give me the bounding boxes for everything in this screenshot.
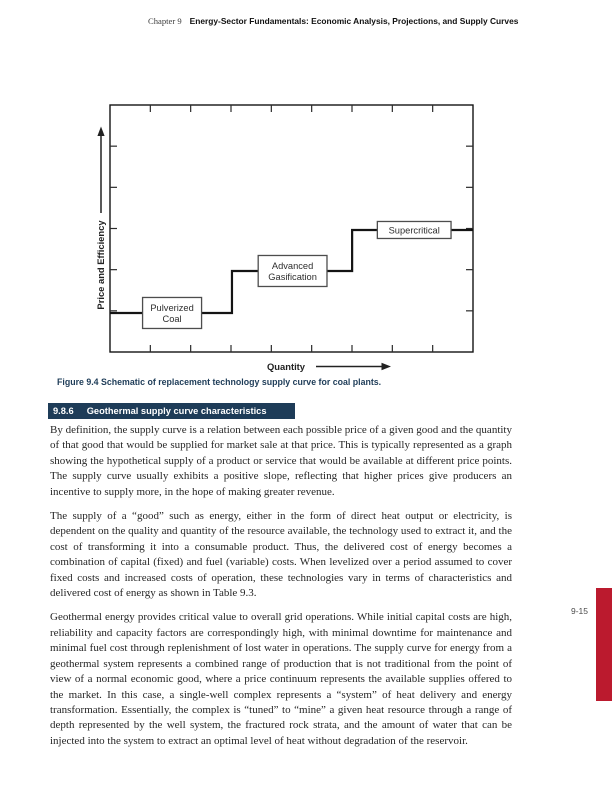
tech-label: Coal bbox=[162, 313, 182, 324]
tech-label: Advanced bbox=[271, 260, 314, 271]
accent-bar bbox=[596, 588, 612, 701]
figure-caption: Figure 9.4 Schematic of replacement technology supply curve for coal plants. bbox=[57, 377, 382, 387]
tech-label: Supercritical bbox=[388, 225, 440, 236]
tech-label: Pulverized bbox=[150, 302, 194, 313]
body-text bbox=[50, 423, 512, 758]
chapter-label: Chapter 9 bbox=[148, 16, 182, 26]
body-paragraph: By definition, the supply curve is a relation between each possible price of a given good and the quantity of that good that would be supplied for market sale at that price. This is typically represented as a graph showing the hypothetical supply of a product or service that would be available at different price points. The supply curve usually exhibits a positive slope, reflecting that higher prices give producers an incentive to supply more, in the hope of making greater revenue. bbox=[50, 424, 512, 498]
y-axis-label: Price and Efficiency bbox=[95, 220, 106, 310]
page-header-title: Energy-Sector Fundamentals: Economic Analysis, Projections, and Supply Curves bbox=[189, 16, 519, 26]
tech-label: Gasification bbox=[268, 271, 317, 282]
x-axis-label: Quantity bbox=[266, 361, 306, 372]
section-title: Geothermal supply curve characteristics bbox=[86, 405, 267, 416]
y-axis-arrowhead bbox=[97, 127, 104, 137]
section-number: 9.8.6 bbox=[53, 405, 74, 416]
body-paragraph: Geothermal energy provides critical value to overall grid operations. While initial capital costs are high, reliability and capacity factors are correspondingly high, with minimal downtime for maintenance and minimal fuel cost through replenishment of lost water in operations. The supply curve for energy from a geothermal system represents a combined range of production that is not traditional from the point of view of a normal economic good, where a price continuum represents the available supplies offered to the market. In this case, a single-well complex represents a “system” of heat delivery and energy transformation. Essentially, the complex is “tuned” to “mine” a given heat resource through a range of depth represented by the well system, the fractured rock strata, and the amount of water that can be injected into the system to extract an optimal level of heat without degradation of the reservoir. bbox=[50, 611, 512, 747]
x-axis-arrowhead bbox=[382, 363, 392, 370]
section-heading-bar bbox=[48, 403, 295, 419]
page-number: 9-15 bbox=[571, 606, 589, 616]
body-paragraph: The supply of a “good” such as energy, either in the form of direct heat output or electricity, is dependent on the quality and quantity of the resource available, the technology used to extract it, and the cost of transforming it into a consumable product. Thus, the delivered cost of energy becomes a combination of capital (fixed) and fuel (variable) costs. When levelized over a period assumed to cover fixed costs and increased costs of operation, these technologies vary in terms of characteristics and delivered cost of energy as shown in Table 9.3. bbox=[50, 510, 512, 600]
